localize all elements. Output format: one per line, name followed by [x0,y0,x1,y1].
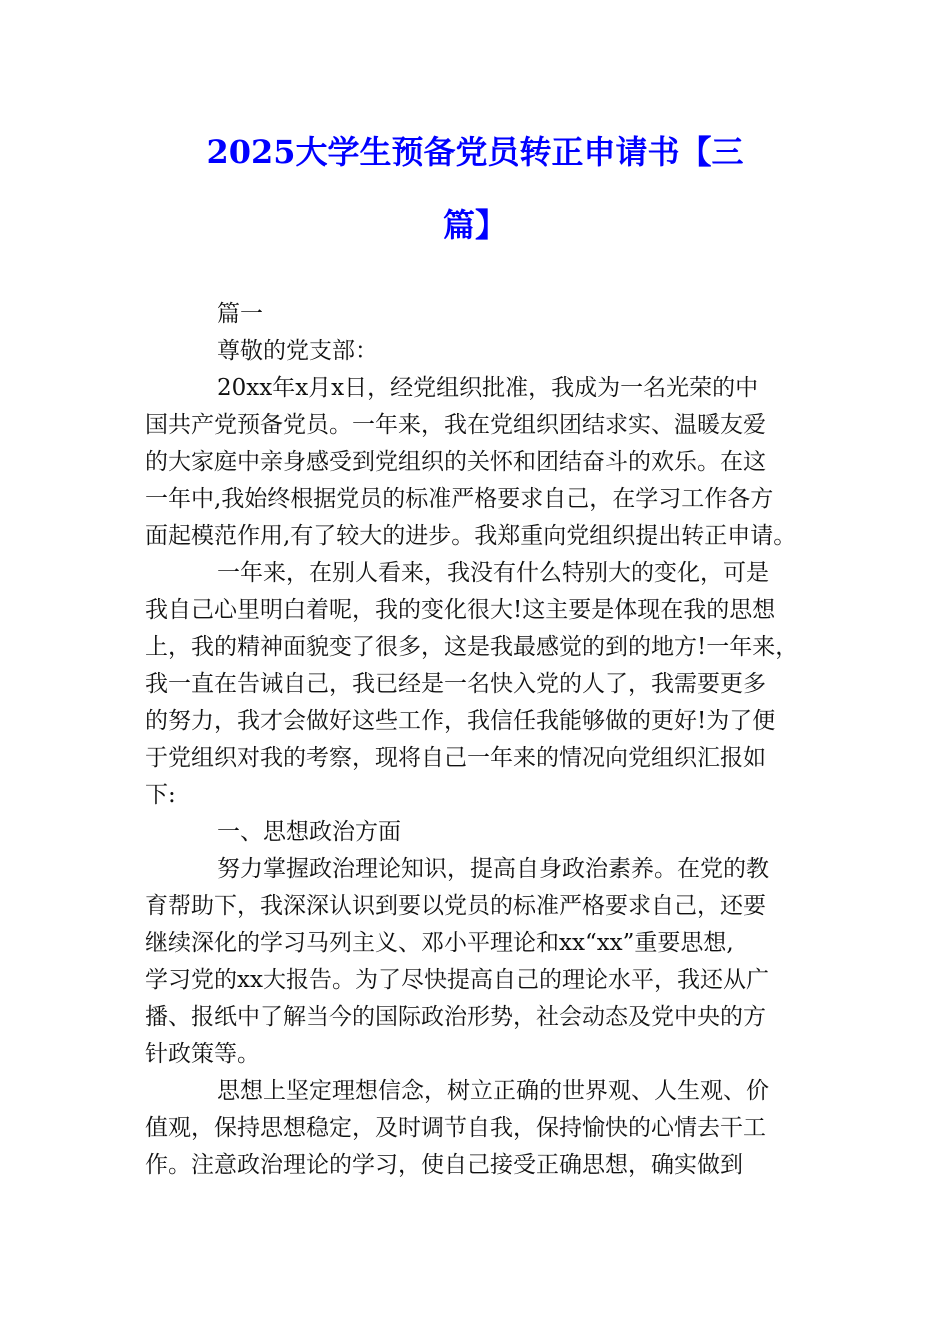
body-line: 努力掌握政治理论知识，提高自身政治素养。在党的教 [217,856,769,882]
document-title-line-1: 2025大学生预备党员转正申请书【三 [206,133,744,171]
body-line: 播、报纸中了解当今的国际政治形势，社会动态及党中央的方 [145,1004,766,1030]
body-line: 值观，保持思想稳定，及时调节自我，保持愉快的心情去干工 [145,1115,766,1141]
body-line: 育帮助下，我深深认识到要以党员的标准严格要求自己，还要 [145,893,766,919]
body-line: 篇一 [217,301,263,327]
body-line: 尊敬的党支部： [217,338,378,364]
body-line: 于党组织对我的考察，现将自己一年来的情况向党组织汇报如 [145,745,766,771]
body-line: 20xx年x月x日，经党组织批准，我成为一名光荣的中 [217,375,759,401]
body-line: 继续深化的学习马列主义、邓小平理论和xx“xx”重要思想, [145,930,734,956]
document-body [145,296,825,1184]
body-line: 一年中,我始终根据党员的标准严格要求自己，在学习工作各方 [145,486,774,512]
body-line: 面起模范作用,有了较大的进步。我郑重向党组织提出转正申请。 [145,523,797,549]
body-line: 下: [145,782,176,808]
body-line: 一年来，在别人看来，我没有什么特别大的变化，可是 [217,560,769,586]
body-line: 作。注意政治理论的学习，使自己接受正确思想，确实做到 [145,1152,743,1178]
body-line: 国共产党预备党员。一年来，我在党组织团结求实、温暖友爱 [145,412,766,438]
body-line: 的努力，我才会做好这些工作，我信任我能够做的更好!为了便 [145,708,776,734]
body-line: 我一直在告诫自己，我已经是一名快入党的人了，我需要更多 [145,671,766,697]
document-title-line-2: 篇】 [442,206,507,244]
body-line: 一、思想政治方面 [217,819,401,845]
body-line: 针政策等。 [145,1041,260,1067]
body-line: 我自己心里明白着呢，我的变化很大!这主要是体现在我的思想 [145,597,776,623]
body-line: 思想上坚定理想信念，树立正确的世界观、人生观、价 [217,1078,769,1104]
body-line: 的大家庭中亲身感受到党组织的关怀和团结奋斗的欢乐。在这 [145,449,766,475]
body-line: 上，我的精神面貌变了很多，这是我最感觉的到的地方!一年来， [145,634,799,660]
body-line: 学习党的xx大报告。为了尽快提高自己的理论水平，我还从广 [145,967,769,993]
